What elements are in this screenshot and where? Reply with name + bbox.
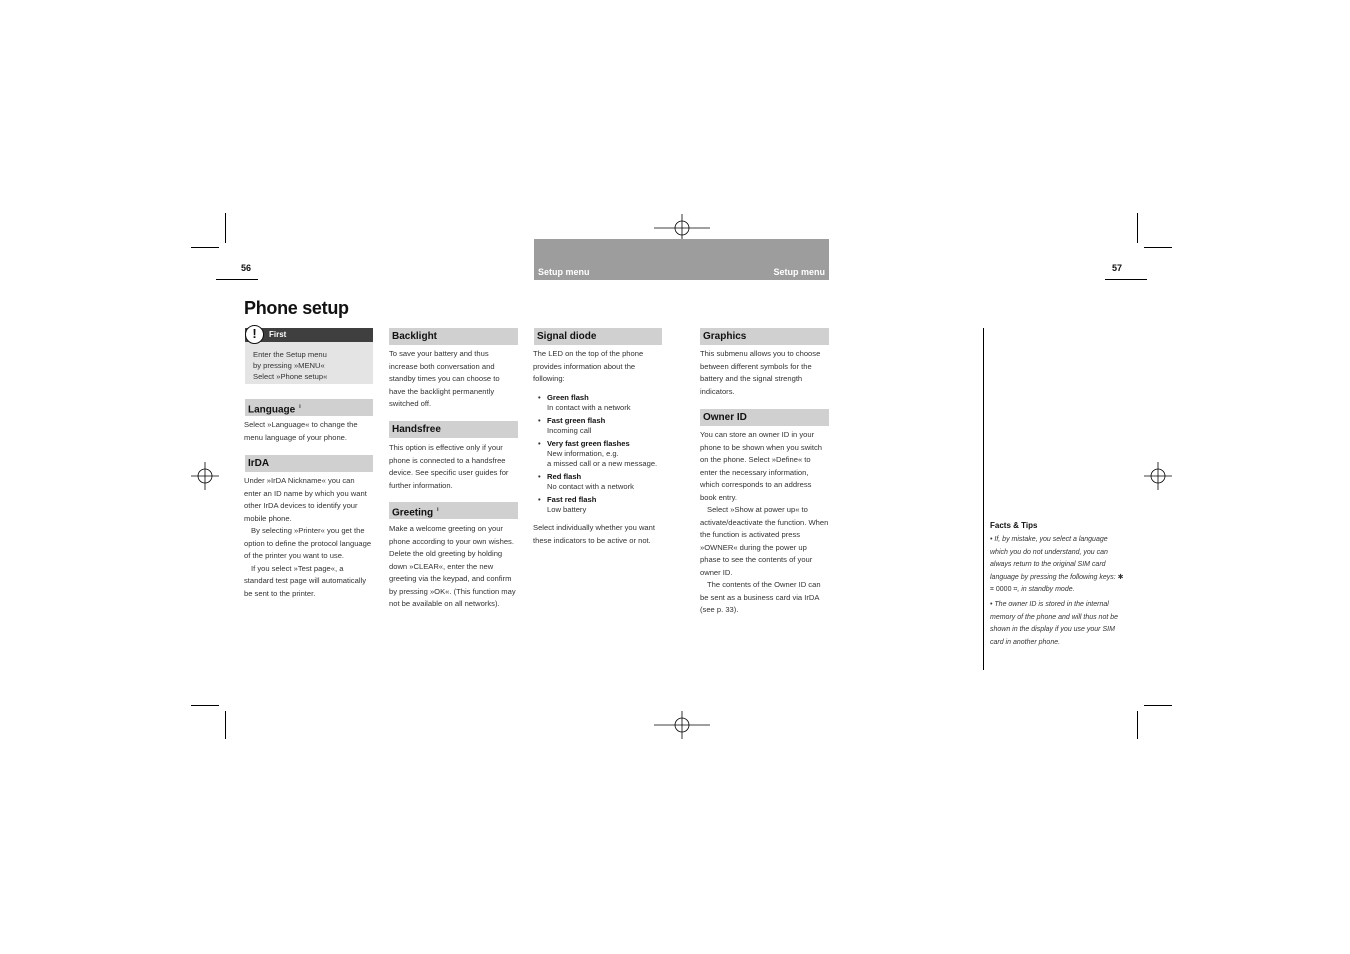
irda-text: Under »IrDA Nickname« you can enter an ID name by which you want other IrDA devices to identify your mobile phone. By selecting »Printer« you get the option to define the protocol language of the printer you want to use. If you select »Test page«, a standard test page will automatically be sent to the printer. <box>244 476 372 598</box>
crop-mark <box>191 247 219 248</box>
owner-text: You can store an owner ID in your phone to be shown when you switch on the phone. Select »Define« to enter the necessary information, which corresponds to an address book entry. Select »Show at power up« to activate/deactivate the function. When the function is activated press »OWNER« during the power up phase to see the contents of your owner ID. The contents of the Owner ID can be sent as a business card via IrDA (see p. 33). <box>700 430 829 614</box>
section-heading-backlight: Backlight <box>389 328 518 345</box>
list-item: • Very fast green flashes New information, e.g. a missed call or a new message. <box>534 439 669 469</box>
first-line: Select »Phone setup« <box>253 372 328 381</box>
crop-mark <box>1137 711 1138 739</box>
handsfree-text: This option is effective only if your phone is connected to a handsfree device. See specific user guides for further information. <box>389 443 509 490</box>
first-label: First <box>269 330 287 339</box>
first-box <box>245 342 373 384</box>
key-sequence: ✱ ⌗ 0000 ⌗ <box>990 573 1124 594</box>
crop-mark <box>225 213 226 243</box>
info-icon: i <box>437 507 439 513</box>
crop-mark <box>1144 247 1172 248</box>
section-heading-graphics: Graphics <box>700 328 829 345</box>
backlight-text: To save your battery and thus increase both conversation and standby times you can choose to have the backlight permanently switched off. <box>389 349 500 408</box>
section-heading-greeting: Greeting $^i$ <box>389 502 518 519</box>
list-item: • Red flash No contact with a network <box>534 472 669 492</box>
running-header <box>534 239 829 280</box>
header-right: Setup menu <box>773 267 825 277</box>
crop-mark <box>1137 213 1138 243</box>
header-left: Setup menu <box>538 267 590 277</box>
facts-divider <box>983 328 984 670</box>
registration-mark-right <box>1144 462 1172 490</box>
list-item: • Green flash In contact with a network <box>534 393 669 413</box>
facts-title: Facts & Tips <box>990 521 1038 530</box>
registration-mark-left <box>191 462 219 490</box>
page-number-rule-left <box>216 279 258 280</box>
section-heading-signal-diode: Signal diode <box>534 328 662 345</box>
section-heading-irda: IrDA <box>245 455 373 472</box>
page-number-rule-right <box>1105 279 1147 280</box>
first-line: by pressing »MENU« <box>253 360 325 370</box>
list-item: • Fast red flash Low battery <box>534 495 669 515</box>
page-number-left: 56 <box>241 263 252 273</box>
first-line: Enter the Setup menu <box>253 350 327 359</box>
registration-mark-top <box>654 214 710 242</box>
greeting-text: Make a welcome greeting on your phone according to your own wishes. Delete the old greeting by holding down »CLEAR«, enter the new greeting via the keypad, and confirm by pressing »OK«. (This function may not be available on all networks). <box>389 524 516 608</box>
first-header <box>245 328 373 342</box>
graphics-text: This submenu allows you to choose between different symbols for the battery and the signal strength indicators. <box>700 349 821 396</box>
signal-outro: Select individually whether you want these indicators to be active or not. <box>533 523 655 545</box>
facts-text: • If, by mistake, you select a language which you do not understand, you can always return to the original SIM card language by pressing the following keys: ✱ ⌗ 0000 ⌗, in standby mode. • The owner ID is stored in the internal memory of the phone and will thus not be shown in the display if you use your SIM card in another phone. <box>990 536 1124 646</box>
section-heading-language: Language $^i$ <box>245 399 373 416</box>
section-heading-handsfree: Handsfree <box>389 421 518 438</box>
language-text: Select »Language« to change the menu language of your phone. <box>244 420 358 442</box>
signal-intro: The LED on the top of the phone provides information about the following: <box>533 349 644 383</box>
exclamation-icon: ! <box>245 325 264 344</box>
crop-mark <box>191 705 219 706</box>
signal-list <box>534 393 669 518</box>
section-heading-owner-id: Owner ID <box>700 409 829 426</box>
registration-mark-bottom <box>654 711 710 739</box>
crop-mark <box>225 711 226 739</box>
info-icon: i <box>299 404 301 410</box>
list-item: • Fast green flash Incoming call <box>534 416 669 436</box>
crop-mark <box>1144 705 1172 706</box>
page-number-right: 57 <box>1112 263 1123 273</box>
page-title: Phone setup <box>244 298 349 318</box>
